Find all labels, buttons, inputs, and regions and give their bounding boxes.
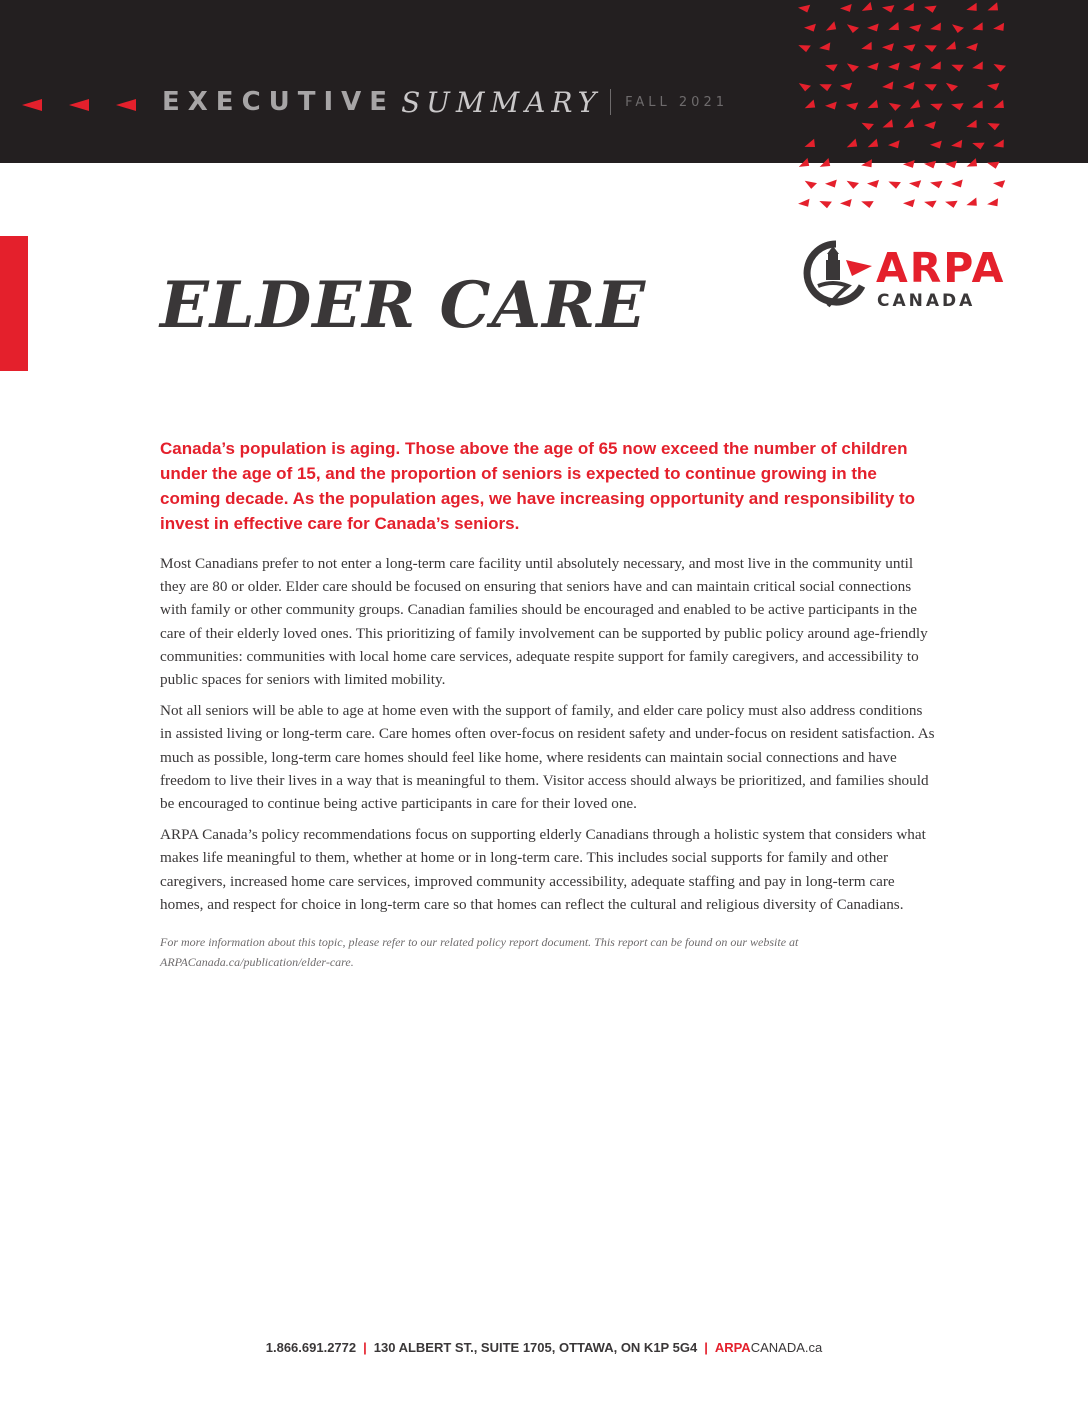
pattern-triangle <box>867 24 879 32</box>
header-arrows <box>22 96 163 115</box>
pattern-triangle <box>882 43 894 51</box>
footer-separator: | <box>363 1340 367 1355</box>
pattern-triangle <box>819 84 832 91</box>
pattern-triangle <box>951 140 962 148</box>
pattern-triangle <box>972 22 982 30</box>
pattern-triangle <box>930 104 943 111</box>
pattern-triangle <box>903 199 915 207</box>
pattern-triangle <box>994 100 1004 108</box>
pattern-triangle <box>825 180 837 188</box>
pattern-triangle <box>861 42 871 50</box>
pattern-triangle <box>930 181 942 188</box>
pattern-triangle <box>862 123 874 131</box>
pattern-triangle <box>868 100 879 109</box>
header-title-executive: EXECUTIVE <box>162 87 396 117</box>
pattern-triangle <box>924 161 936 169</box>
pattern-triangle <box>798 5 810 13</box>
pattern-triangle <box>924 45 937 52</box>
pattern-triangle <box>966 120 976 128</box>
pattern-triangle <box>888 182 901 189</box>
pattern-triangle <box>820 158 831 167</box>
logo-subtitle: CANADA <box>877 291 976 311</box>
header-date: FALL 2021 <box>625 94 728 110</box>
pattern-triangle <box>924 6 937 13</box>
pattern-triangle <box>805 100 816 109</box>
pattern-triangle <box>847 139 858 148</box>
pattern-triangle <box>987 162 1000 169</box>
pattern-triangle <box>799 83 811 91</box>
pattern-triangle <box>903 82 915 90</box>
body-paragraph: Not all seniors will be able to age at home even with the support of family, and elder care policy must also address conditions in assisted living or long-term care. Care homes often over-focus on resident safety and under-focus on resident satisfaction. As much as possible, long-term care homes should feel like home, where residents can maintain social connections and have freedom to live their lives in a way that is meaningful to them. Visitor access should always be prioritized, and families should be encouraged to continue being active participants in care for their loved one. <box>160 702 935 813</box>
footer <box>0 1340 1088 1355</box>
pattern-triangle <box>840 199 852 207</box>
pattern-triangle <box>909 63 921 71</box>
pattern-triangle <box>946 41 956 49</box>
header-divider <box>610 89 611 115</box>
pattern-triangle <box>882 5 894 13</box>
triangle-pattern <box>792 0 1012 220</box>
pattern-triangle <box>847 63 859 72</box>
pattern-triangle <box>846 103 858 111</box>
pattern-triangle <box>847 181 859 189</box>
pattern-triangle <box>966 43 978 51</box>
pattern-triangle <box>910 99 920 109</box>
pattern-triangle <box>847 24 859 33</box>
pattern-triangle <box>799 158 809 167</box>
pattern-triangle <box>868 139 879 148</box>
pattern-triangle <box>945 201 958 208</box>
pattern-triangle <box>993 23 1004 31</box>
pattern-triangle <box>945 161 957 169</box>
page-title: ELDER CARE <box>160 268 647 343</box>
pattern-triangle <box>988 2 999 10</box>
pattern-triangle <box>972 143 985 150</box>
pattern-triangle <box>993 180 1005 188</box>
footer-website-rest[interactable]: CANADA.ca <box>750 1340 823 1355</box>
pattern-triangle <box>951 65 964 72</box>
pattern-triangle <box>867 63 879 71</box>
pattern-triangle <box>805 181 817 189</box>
pattern-triangle <box>904 119 914 128</box>
reference-note: For more information about this topic, please refer to our related policy report document. This report can be found on our website at ARPACanada.ca/publication/elder-care. <box>160 935 799 970</box>
pattern-triangle <box>951 103 964 110</box>
pattern-triangle <box>952 24 964 33</box>
lead-paragraph: Canada’s population is aging. Those above the age of 65 now exceed the number of children under the age of 15, and the proportion of seniors is expected to continue growing in the coming decade. As the population ages, we have increasing opportunity and responsibility to invest in effective care for Canada’s seniors. <box>160 439 916 533</box>
pattern-triangle <box>798 199 809 207</box>
footer-separator: | <box>704 1340 708 1355</box>
pattern-triangle <box>987 83 999 91</box>
pattern-triangle <box>909 180 921 188</box>
logo-wordmark: ARPA <box>876 244 1006 292</box>
arrow-left-icon <box>69 99 89 111</box>
pattern-triangle <box>825 102 837 110</box>
body-text <box>160 552 935 972</box>
pattern-triangle <box>819 42 830 50</box>
pattern-triangle <box>967 158 978 167</box>
pattern-triangle <box>888 140 900 148</box>
footer-address: 130 ALBERT ST., SUITE 1705, OTTAWA, ON K1P 5G4 <box>373 1340 698 1355</box>
body-paragraph: ARPA Canada’s policy recommendations focus on supporting elderly Canadians through a holistic system that considers what makes life meaningful to them, whether at home or in long-term care. This includes social supports for family and other caregivers, increased home care services, improved community accessibility, adequate staffing and pay in long-term care homes, and respect for choice in long-term care so that homes can reflect the cultural and religious diversity of Canadians. <box>160 826 926 913</box>
pattern-triangle <box>972 61 983 69</box>
pattern-triangle <box>888 22 899 30</box>
header-title-summary: SUMMARY <box>401 85 603 119</box>
arrow-left-icon <box>116 99 136 111</box>
pattern-triangle <box>930 61 941 69</box>
arrow-left-icon <box>22 99 42 111</box>
pattern-triangle <box>826 21 836 30</box>
pattern-triangle <box>882 81 893 89</box>
pattern-triangle <box>994 64 1007 72</box>
pattern-triangle <box>804 24 816 32</box>
pattern-triangle <box>903 160 915 168</box>
pattern-triangle <box>909 24 921 32</box>
pattern-triangle <box>903 3 914 11</box>
pattern-triangle <box>924 201 937 208</box>
pattern-triangle <box>888 63 900 71</box>
body-paragraph: Most Canadians prefer to not enter a long-term care facility until absolutely necessary, and most live in the community until they are 80 or older. Elder care should be focused on ensuring that seniors have and can maintain critical social connections with family or other community groups. Canadian families should be encouraged and enabled to be active participants in the care of their elderly loved ones. This prioritizing of family involvement can be supported by public policy around age-friendly communities: communities with local home care services, adequate respite support for family caregivers, and accessibility to public spaces for seniors with limited mobility. <box>160 555 928 689</box>
pattern-triangle <box>924 121 936 129</box>
pattern-triangle <box>819 201 832 208</box>
pattern-triangle <box>966 3 976 11</box>
pattern-triangle <box>840 4 852 12</box>
pattern-triangle <box>972 100 983 108</box>
pattern-triangle <box>861 159 872 167</box>
accent-side-bar <box>0 236 28 371</box>
footer-phone: 1.866.691.2772 <box>265 1340 357 1355</box>
pattern-triangle <box>883 119 894 127</box>
pattern-triangle <box>930 141 942 149</box>
pattern-triangle <box>862 2 872 11</box>
footer-website-accent: ARPA <box>714 1340 751 1355</box>
pattern-triangle <box>987 198 998 206</box>
pattern-triangle <box>951 180 963 188</box>
header-title <box>162 84 728 120</box>
lighthouse-icon <box>807 244 872 306</box>
pattern-triangle <box>987 123 1000 130</box>
pattern-triangle <box>805 139 816 147</box>
pattern-triangle <box>825 64 838 71</box>
pattern-triangle <box>798 45 811 52</box>
pattern-triangle <box>946 83 958 92</box>
pattern-triangle <box>889 103 901 111</box>
pattern-triangle <box>867 180 879 188</box>
pattern-triangle <box>993 139 1004 147</box>
pattern-triangle <box>930 23 941 31</box>
pattern-triangle <box>903 44 915 51</box>
pattern-triangle <box>924 84 937 91</box>
pattern-triangle <box>861 201 874 208</box>
pattern-triangle <box>966 198 976 206</box>
pattern-triangle <box>840 83 852 91</box>
